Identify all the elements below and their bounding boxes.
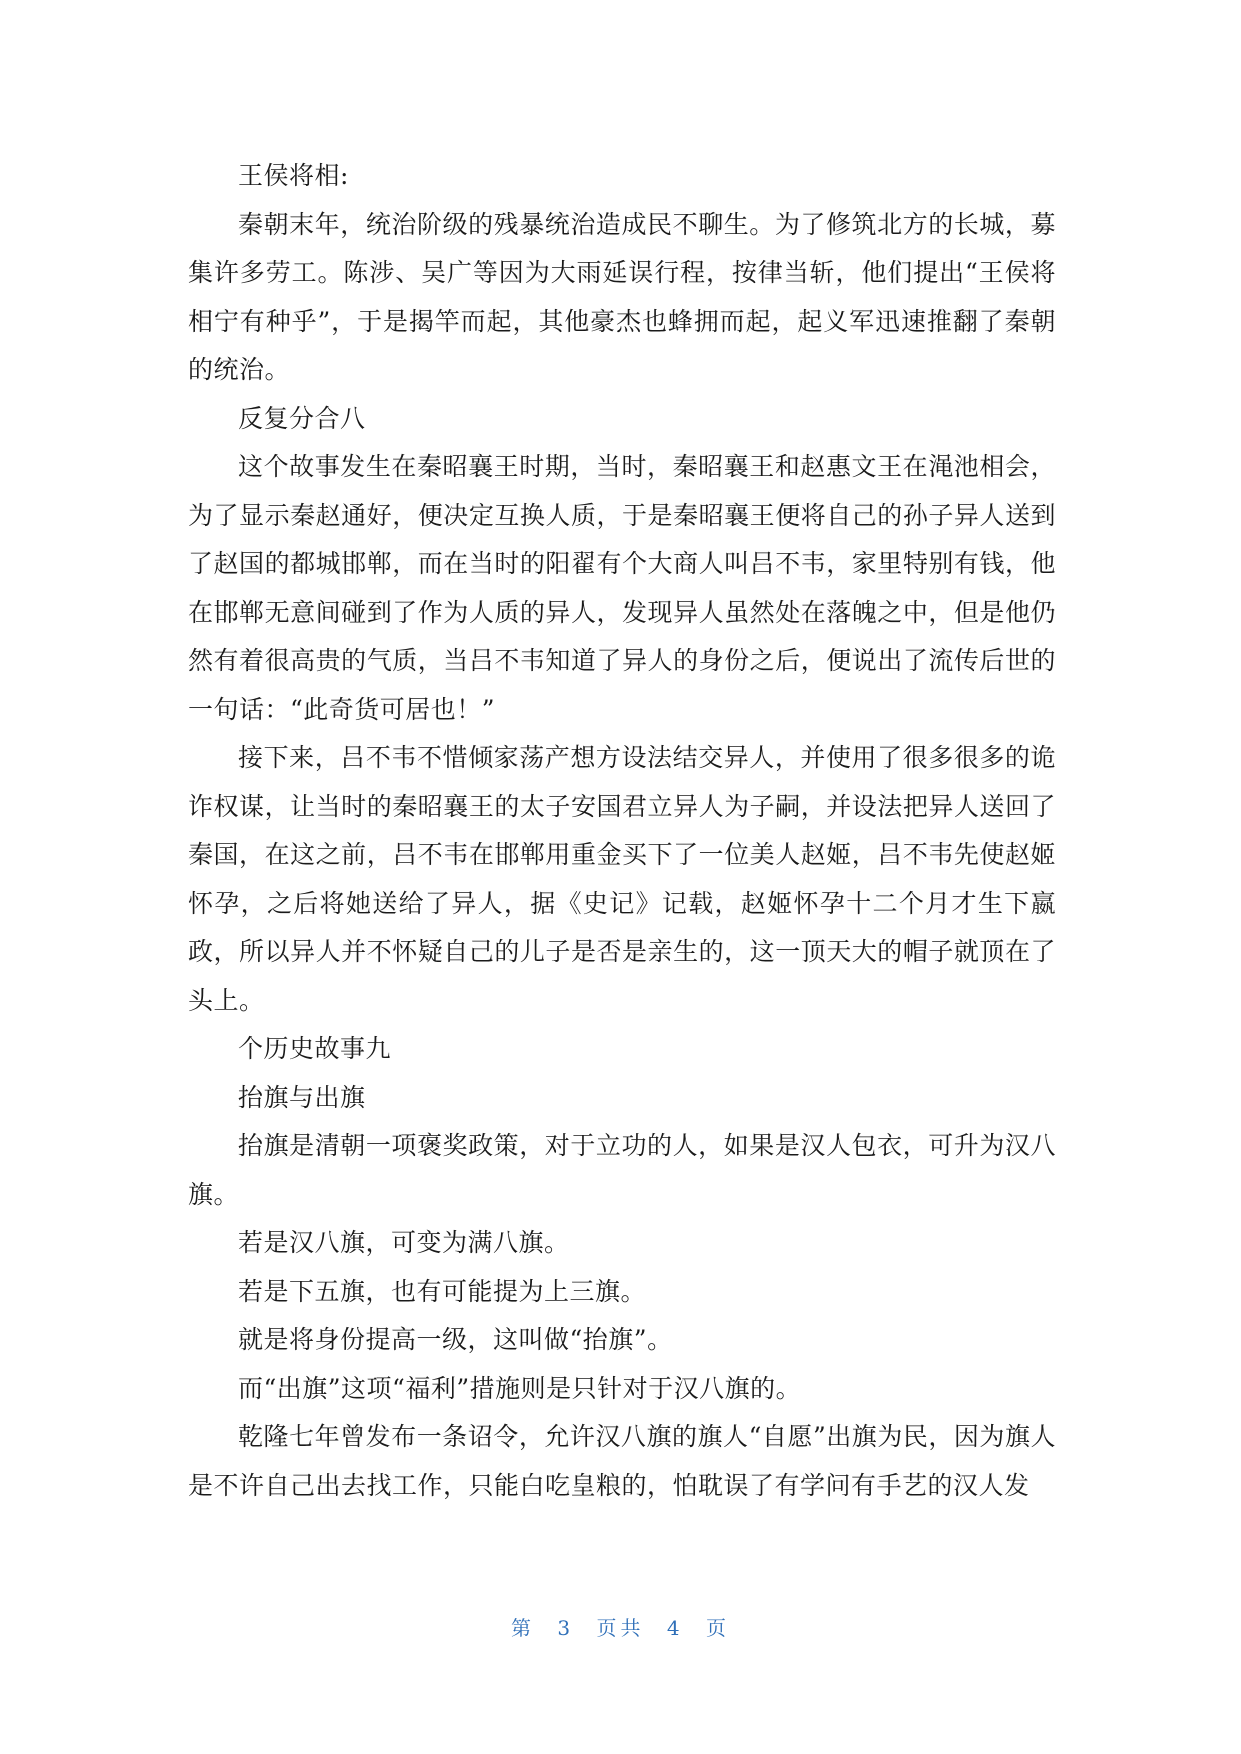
footer-middle: 页共 — [596, 1616, 645, 1640]
paragraph-taiqi-4: 就是将身份提高一级，这叫做“抬旗”。 — [238, 1325, 673, 1354]
footer-current-page: 3 — [557, 1616, 575, 1640]
paragraph-qin-end: 秦朝末年，统治阶级的残暴统治造成民不聊生。为了修筑北方的长城，募集许多劳工。陈涉、吴广等因为大雨延误行程，按律当斩，他们提出“王侯将相宁有种乎”，于是揭竿而起，其他豪杰也蜂拥而起，起义军迅速推翻了秦朝的统治。 — [188, 209, 1056, 384]
footer-prefix: 第 — [511, 1616, 536, 1640]
heading-taiqi: 抬旗与出旗 — [238, 1082, 366, 1112]
document-body — [188, 152, 1056, 1510]
heading-fanfu: 反复分合八 — [238, 403, 366, 433]
heading-wanghou: 王侯将相: — [238, 161, 349, 190]
page-footer — [0, 1612, 1241, 1641]
paragraph-taiqi-1: 抬旗是清朝一项褒奖政策，对于立功的人，如果是汉人包衣，可升为汉八旗。 — [188, 1131, 1056, 1209]
paragraph-taiqi-2: 若是汉八旗，可变为满八旗。 — [238, 1228, 570, 1257]
paragraph-chuqi: 而“出旗”这项“福利”措施则是只针对于汉八旗的。 — [238, 1373, 802, 1403]
paragraph-lv-buwei-1: 这个故事发生在秦昭襄王时期，当时，秦昭襄王和赵惠文王在渑池相会，为了显示秦赵通好，便决定互换人质，于是秦昭襄王便将自己的孙子异人送到了赵国的都城邯郸，而在当时的阳翟有个大商人叫吕不韦，家里特别有钱，他在邯郸无意间碰到了作为人质的异人，发现异人虽然处在落魄之中，但是他仍然有着很高贵的气质，当吕不韦知道了异人的身份之后，便说出了流传后世的一句话：“此奇货可居也！” — [188, 452, 1056, 724]
paragraph-lv-buwei-2: 接下来，吕不韦不惜倾家荡产想方设法结交异人，并使用了很多很多的诡诈权谋，让当时的秦昭襄王的太子安国君立异人为子嗣，并设法把异人送回了秦国，在这之前，吕不韦在邯郸用重金买下了一位美人赵姬，吕不韦先使赵姬怀孕，之后将她送给了异人，据《史记》记载，赵姬怀孕十二个月才生下嬴政，所以异人并不怀疑自己的儿子是否是亲生的，这一顶天大的帽子就顶在了头上。 — [188, 743, 1056, 1015]
paragraph-taiqi-3: 若是下五旗，也有可能提为上三旗。 — [238, 1276, 647, 1306]
footer-suffix: 页 — [705, 1616, 730, 1640]
heading-story-nine: 个历史故事九 — [238, 1034, 392, 1063]
paragraph-qianlong: 乾隆七年曾发布一条诏令，允许汉八旗的旗人“自愿”出旗为民，因为旗人是不许自己出去找工作，只能白吃皇粮的，怕耽误了有学问有手艺的汉人发 — [188, 1422, 1056, 1500]
footer-total-pages: 4 — [666, 1616, 684, 1640]
